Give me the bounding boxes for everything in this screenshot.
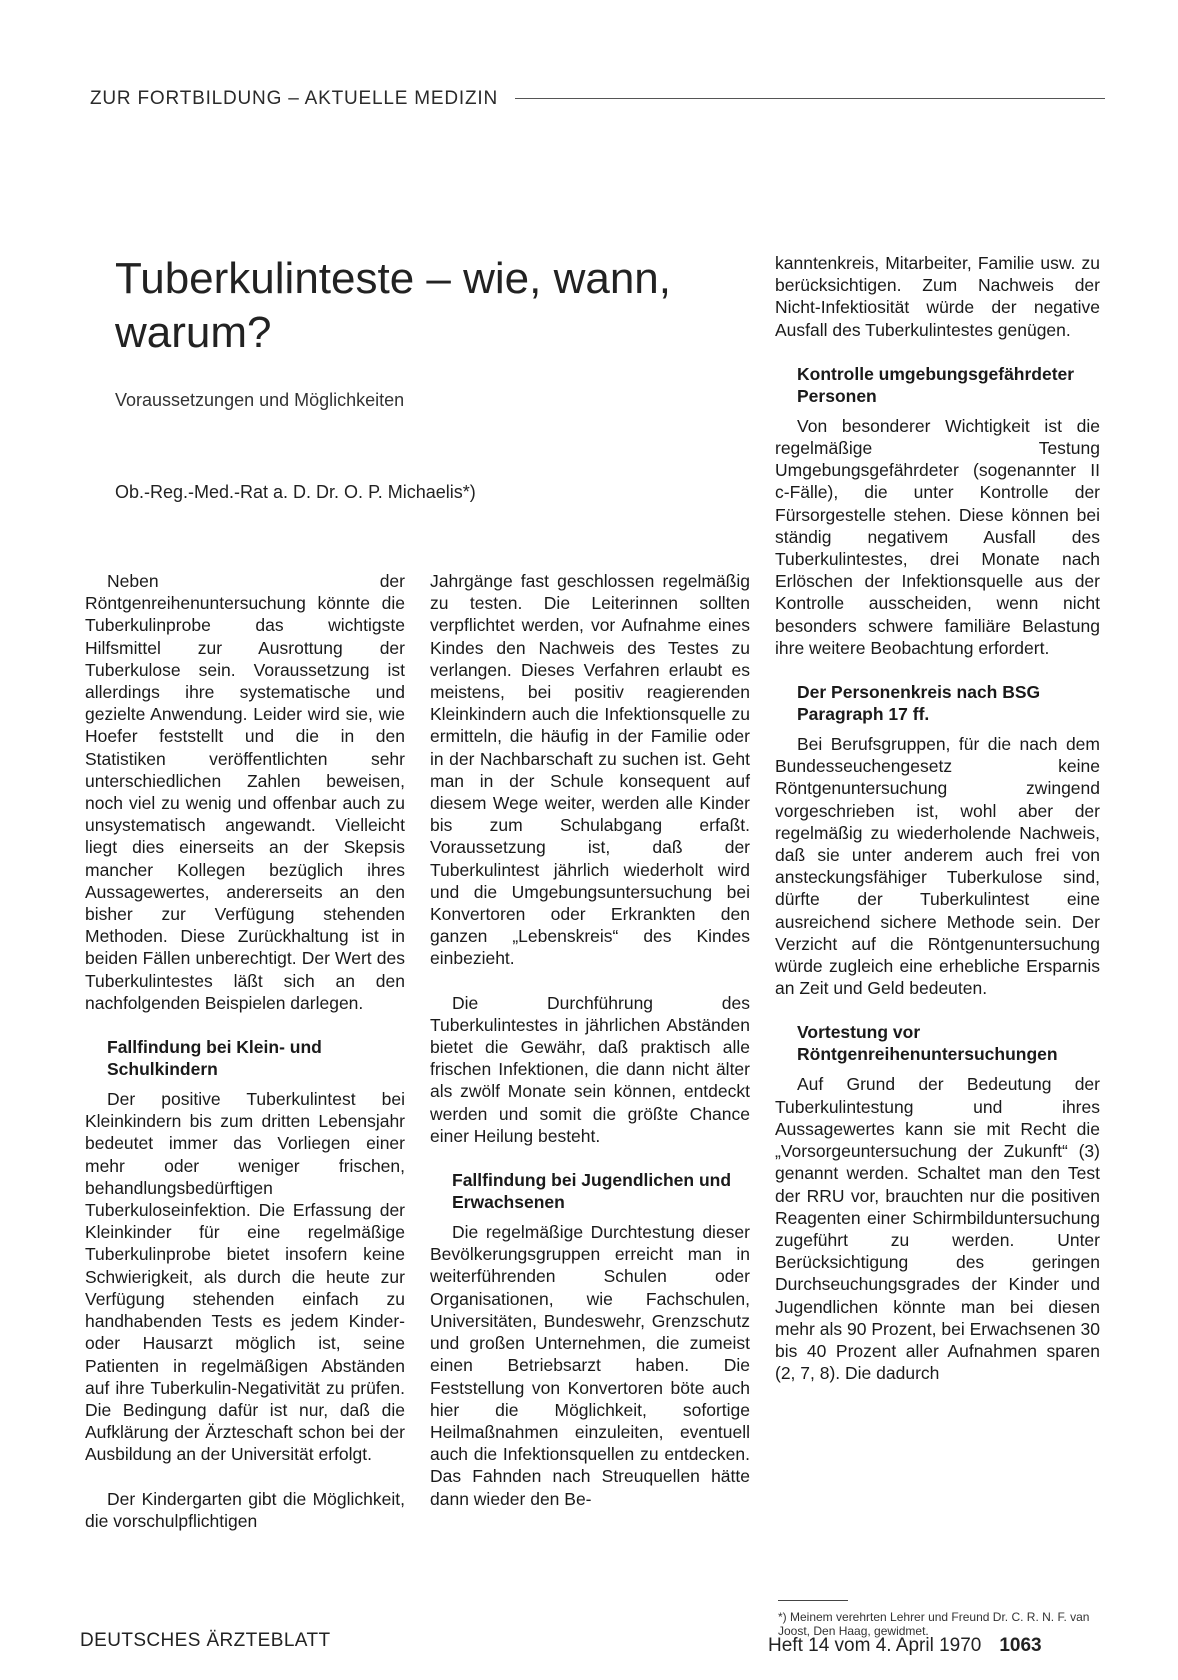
paragraph: Der Kindergarten gibt die Möglichkeit, die vorschulpflichtigen — [85, 1488, 405, 1531]
section-heading: Fallfindung bei Jugendlichen und Erwachsenen — [452, 1170, 732, 1213]
article-subtitle: Voraussetzungen und Möglichkeiten — [115, 390, 405, 410]
paragraph: Die Durchführung des Tuberkulintestes in jährlichen Abständen bietet die Gewähr, daß praktisch alle frischen Infektionen, die dann nicht älter als zwölf Monate sein können, entdeckt werden und somit die größte Chance einer Heilung besteht. — [430, 992, 750, 1146]
paragraph: Jahrgänge fast geschlossen regelmäßig zu testen. Die Leiterinnen sollten verpflichtet werden, vor Aufnahme eines Kindes den Nachweis des Testes zu verlangen. Dieses Verfahren erlaubt es meistens, bei positiv reagierenden Kleinkindern auch die Infektionsquelle zu ermitteln, die häufig in der Familie oder in der Nachbarschaft zu suchen ist. Geht man in der Schule konsequent auf diesem Wege weiter, werden alle Kinder bis zum Schulabgang erfaßt. Voraussetzung ist, daß der Tuberkulintest jährlich wiederholt wird und die Umgebungsuntersuchung bei Konvertoren oder Erkrankten den ganzen „Lebenskreis“ des Kindes einbezieht. — [430, 571, 750, 969]
issue-info — [768, 1635, 1042, 1657]
journal-name: DEUTSCHES ÄRZTEBLATT — [80, 1630, 331, 1651]
text-column-2 — [430, 570, 750, 1510]
paragraph: Auf Grund der Bedeutung der Tuberkulintestung und ihres Aussagewertes kann sie mit Recht die „Vorsorgeuntersuchung der Zukunft“ (3) genannt werden. Schaltet man den Test der RRU vor, brauchten nur die positiven Reagenten einer Schirmbilduntersuchung zugeführt zu werden. Unter Berücksichtigung des geringen Durchseuchungsgrades der Kinder und Jugendlichen könnte man bei diesen mehr als 90 Prozent, bei Erwachsenen 30 bis 40 Prozent aller Aufnahmen sparen (2, 7, 8). Die dadurch — [775, 1074, 1100, 1384]
header-rule — [515, 98, 1105, 99]
section-heading: Fallfindung bei Klein- und Schulkindern — [107, 1037, 322, 1080]
paragraph: Die regelmäßige Durchtestung dieser Bevölkerungsgruppen erreicht man in weiterführenden Schulen oder Organisationen, wie Fachschulen, Universitäten, Bundeswehr, Grenzschutz und großen Unternehmen, die zumeist einen Betriebsarzt haben. Die Feststellung von Konvertoren böte auch hier die Möglichkeit, sofortige Heilmaßnahmen einzuleiten, eventuell auch die Infektionsquellen zu entdecken. Das Fahnden nach Streuquellen hätte dann wieder den Be- — [430, 1222, 750, 1509]
section-heading: Vortestung vor Röntgenreihenuntersuchungen — [797, 1022, 1058, 1065]
text-column-3 — [775, 252, 1100, 1384]
running-header: ZUR FORTBILDUNG – AKTUELLE MEDIZIN — [90, 88, 498, 109]
footnote: *) Meinem verehrten Lehrer und Freund Dr. C. R. N. F. van Joost, Den Haag, gewidmet. — [778, 1610, 1090, 1638]
paragraph: Bei Berufsgruppen, für die nach dem Bundesseuchengesetz keine Röntgenuntersuchung zwingend vorgeschrieben ist, wohl aber der regelmäßig zu wiederholende Nachweis, daß sie unter anderem auch frei von ansteckungsfähiger Tuberkulose sind, dürfte der Tuberkulintest eine ausreichend sichere Methode sein. Der Verzicht auf die Röntgenuntersuchung würde zugleich eine erhebliche Ersparnis an Zeit und Geld bedeuten. — [775, 734, 1100, 999]
paragraph: kanntenkreis, Mitarbeiter, Familie usw. zu berücksichtigen. Zum Nachweis der Nicht-Infektiosität würde der negative Ausfall des Tuberkulintestes genügen. — [775, 253, 1100, 340]
paragraph: Der positive Tuberkulintest bei Kleinkindern bis zum dritten Lebensjahr bedeutet immer das Vorliegen einer mehr oder weniger frischen, behandlungsbedürftigen Tuberkuloseinfektion. Die Erfassung der Kleinkinder für eine regelmäßige Tuberkulinprobe bietet insofern keine Schwierigkeit, als durch die heute zur Verfügung stehenden einfach zu handhabenden Tests es jedem Kinder- oder Hausarzt möglich ist, seine Patienten in regelmäßigen Abständen auf ihre Tuberkulin-Negativität zu prüfen. Die Bedingung dafür ist nur, daß die Aufklärung der Ärzteschaft schon bei der Ausbildung an der Universität erfolgt. — [85, 1089, 405, 1465]
paragraph: Neben der Röntgenreihenuntersuchung könnte die Tuberkulinprobe das wichtigste Hilfsmittel zur Ausrottung der Tuberkulose sein. Voraussetzung ist allerdings ihre systematische und gezielte Anwendung. Leider wird sie, wie Hoefer feststellt und die in den Statistiken veröffentlichten sehr unterschiedlichen Zahlen beweisen, noch viel zu wenig und offenbar auch zu unsystematisch angewandt. Vielleicht liegt dies einerseits an der Skepsis mancher Kollegen bezüglich ihres Aussagewertes, andererseits an den bisher zur Verfügung stehenden Methoden. Diese Zurückhaltung ist in beiden Fällen unberechtigt. Der Wert des Tuberkulintestes läßt sich an den nachfolgenden Beispielen darlegen. — [85, 571, 405, 1013]
section-heading: Der Personenkreis nach BSG Paragraph 17 ff. — [797, 682, 1041, 725]
footnote-rule — [778, 1600, 848, 1601]
text-column-1 — [85, 570, 405, 1532]
article-author: Ob.-Reg.-Med.-Rat a. D. Dr. O. P. Michaelis*) — [115, 482, 476, 502]
section-heading: Kontrolle umgebungsgefährdeter Personen — [797, 363, 1075, 406]
article-title: Tuberkulinteste – wie, wann, warum? — [115, 254, 671, 357]
page-number: 1063 — [999, 1635, 1042, 1656]
paragraph: Von besonderer Wichtigkeit ist die regelmäßige Testung Umgebungsgefährdeter (sogenannter II c-Fälle), die unter Kontrolle der Fürsorgestelle stehen. Diese können bei ständig negativem Ausfall des Tuberkulintestes, drei Monate nach Erlöschen der Infektionsquelle aus der Kontrolle ausscheiden, wenn nicht besonders schwere familiäre Belastung ihre weitere Beobachtung erfordert. — [775, 415, 1100, 658]
issue-date: Heft 14 vom 4. April 1970 — [768, 1635, 982, 1656]
